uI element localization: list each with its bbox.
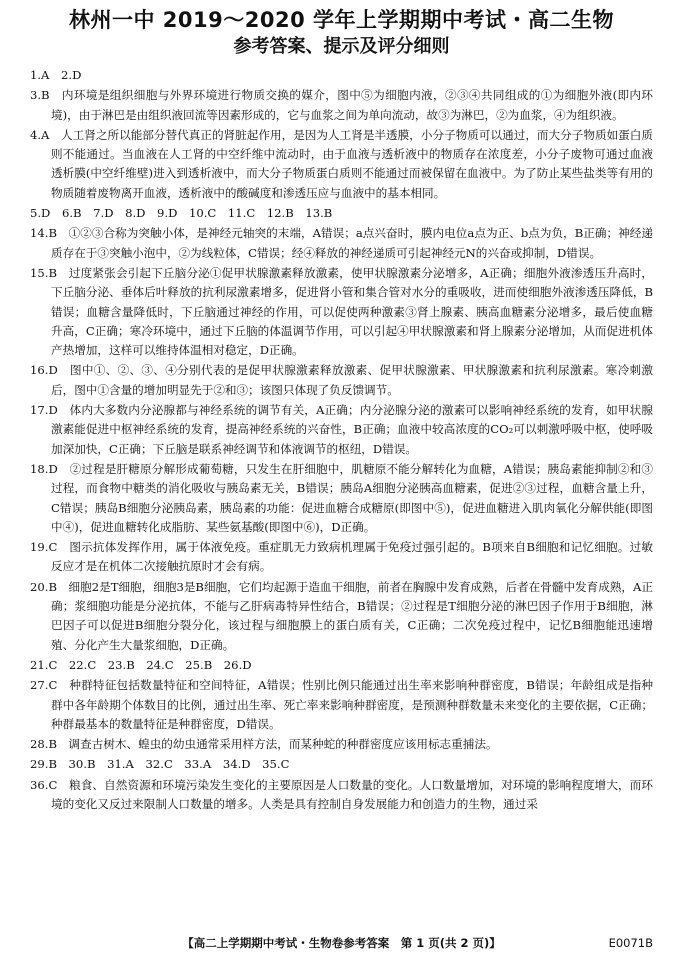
answer-item-1-2: 1.A 2.D <box>30 68 82 82</box>
answer-item-20: 20.B 细胞2是T细胞，细胞3是B细胞，它们均起源于造血干细胞，前者在胸腺中发育成熟，后者在骨髓中发育成熟，A正确；浆细胞功能是分泌抗体，不能与乙肝病毒特异性结合，B错误；②过程是T细胞分泌的淋巴因子作用于B细胞，淋巴因子可以促进B细胞分裂分化，该过程与细胞膜上的蛋白质有关，C正确；二次免疫过程中，记忆B细胞能迅速增殖、分化产生大量浆细胞，D正确。 <box>30 579 653 652</box>
answer-item-28: 28.B 调查古树木、蝗虫的幼虫通常采用样方法，而某种蛇的种群密度应该用标志重捕法。 <box>30 737 498 752</box>
footer-page-info: 【高二上学期期中考试・生物卷参考答案 第 1 页(共 2 页)】 <box>182 936 501 950</box>
page-footer <box>30 934 653 952</box>
answer-item-29-35: 29.B 30.B 31.A 32.C 33.A 34.D 35.C <box>30 757 290 772</box>
answer-item-18: 18.D ②过程是肝糖原分解形成葡萄糖，只发生在肝细胞中，肌糖原不能分解转化为血糖，A错误；胰岛素能抑制②和③过程，而食物中糖类的消化吸收与胰岛素无关，B错误；胰岛A细胞分泌胰高血糖素，促进②③过程，血糖含量上升，C错误；胰岛B细胞分泌胰岛素，胰岛素的功能：促进血糖合成糖原(即图中⑤)，促进血糖进入肌肉氧化分解供能(即图中④)，促进血糖转化成脂肪、某些氨基酸(即图中⑥)，D正确。 <box>30 461 653 534</box>
answer-list <box>30 66 653 814</box>
answer-item-27: 27.C 种群特征包括数量特征和空间特征，A错误；性别比例只能通过出生率来影响种群密度，B错误；年龄组成是指种群中各年龄期个体数目的比例，通过出生率、死亡率来影响种群密度，是预测种群数量未来变化的主要依据，C正确；种群最基本的数量特征是种群密度，D错误。 <box>30 678 653 731</box>
page-title: 林州一中 2019～2020 学年上学期期中考试・高二生物 <box>68 8 614 32</box>
answer-item-5-13: 5.D 6.B 7.D 8.D 9.D 10.C 11.C 12.B 13.B <box>30 206 333 221</box>
answer-item-19: 19.C 图示抗体发挥作用，属于体液免疫。重症肌无力致病机理属于免疫过强引起的。B项来自B细胞和记忆细胞。过敏反应才是在机体二次接触抗原时才会有病。 <box>30 540 653 574</box>
footer-exam-code: E0071B <box>608 936 653 950</box>
answer-item-4: 4.A 人工肾之所以能部分替代真正的肾脏起作用，是因为人工肾是半透膜，小分子物质可以通过，而大分子物质如蛋白质则不能通过。当血液在人工肾的中空纤维中流动时，由于血液与透析液中的物质存在浓度差，小分子废物可通过血液透析膜(中空纤维壁)进入到透析液中，而大分子物质蛋白质则不能通过而被保留在血液中。为了防止某些盐类等有用的物质随着废物离开血液，透析液中的酸碱度和渗透压应与血液中的基本相同。 <box>30 127 653 200</box>
answer-item-14: 14.B ①②③合称为突触小体，是神经元轴突的末端，A错误；a点兴奋时，膜内电位a点为正、b点为负，B正确；神经递质存在于③突触小泡中，②为线粒体，C错误；经④释放的神经递质可引起神经元N的兴奋或抑制，D错误。 <box>30 226 653 260</box>
answer-item-17: 17.D 体内大多数内分泌腺都与神经系统的调节有关，A正确；内分泌腺分泌的激素可以影响神经系统的发育，如甲状腺激素能促进中枢神经系统的发育，提高神经系统的兴奋性，B正确；血液中较高浓度的CO₂可以刺激呼吸中枢，使呼吸加深加快，C正确；下丘脑是联系神经调节和体液调节的枢纽，D错误。 <box>30 403 653 456</box>
page-subtitle: 参考答案、提示及评分细则 <box>233 36 450 57</box>
answer-item-16: 16.D 图中①、②、③、④分别代表的是促甲状腺激素释放激素、促甲状腺激素、甲状腺激素和抗利尿激素。寒冷刺激后，图中①含量的增加明显先于②和③；该图只体现了负反馈调节。 <box>30 363 653 397</box>
answer-item-36: 36.C 粮食、自然资源和环境污染发生变化的主要原因是人口数量的变化。人口数量增加，对环境的影响程度增大，而环境的变化又反过来限制人口数量的增多。人类是具有控制自身发展能力和创造力的生物，通过采 <box>30 777 653 811</box>
answer-item-15: 15.B 过度紧张会引起下丘脑分泌①促甲状腺激素释放激素，使甲状腺激素分泌增多，A正确；细胞外液渗透压升高时，下丘脑分泌、垂体后叶释放的抗利尿激素增多，促进肾小管和集合管对水分的重吸收，进而使细胞外液渗透压降低，B错误；血糖含量降低时，下丘脑通过神经的作用，可以促使两种激素③肾上腺素、胰高血糖素分泌增多，最后使血糖升高，C正确；寒冷环境中，通过下丘脑的体温调节作用，可以引起④甲状腺激素和肾上腺素分泌增加，从而促进机体产热增加，这样可以维持体温相对稳定，D正确。 <box>30 265 653 358</box>
answer-item-21-26: 21.C 22.C 23.B 24.C 25.B 26.D <box>30 657 252 672</box>
answer-item-3: 3.B 内环境是组织细胞与外界环境进行物质交换的媒介，图中⑤为细胞内液，②③④共同组成的①为细胞外液(即内环境)，由于淋巴是由组织液回流等因素形成的，它与血浆之间为单向流动，故③为淋巴，②为血浆，④为组织液。 <box>30 88 653 122</box>
